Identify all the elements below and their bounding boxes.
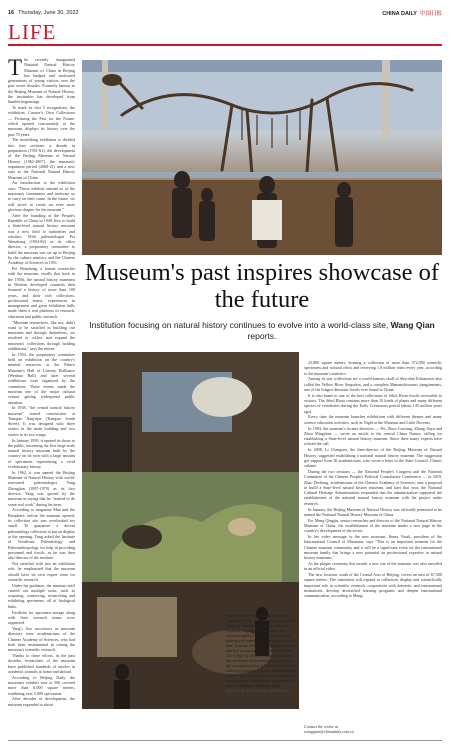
paragraph: Thanks to these efforts, in the past decades, researchers of the museum have published hundreds of articles in academic journals at home and abroad.	[8, 652, 75, 674]
paragraph: Pei Wenzhong, a former researcher with the museum, recalls that back in the 1950s, the natural history museums in Western developed countries then featured a history of more than 100 years, and their rich collections, professional teams, experiences in management and great exhibition halls made them a real platform of research, education and public outreach.	[8, 266, 75, 319]
author-name: Wang Qian	[390, 320, 435, 330]
standfirst-tail: reports.	[247, 330, 277, 341]
paragraph: The new location, south of the Central Axis of Beijing, covers an area of 67,500 square meters. The institution will expand to collection, display and scientifically important role in scientific research, cooperation with domestic and international institutions, develop diversified learning programs and deepen international communication, according to Meng.	[304, 572, 442, 599]
page-number: 16	[8, 10, 15, 16]
paragraph: Yang's five successors as museum directors were academicians of the Chinese Academy of Sciences, who had both been instrumental in raising the museum's scientific research.	[8, 625, 75, 653]
paragraph: After decades of development, the museum expanded to about	[8, 696, 75, 707]
paragraph: An introduction to the exhibition says: "Those exhibits remind us of the museum's forerunners and motivate us to carry on their cause. In the future, we will strive to create an even more glorious chapter for the museum."	[8, 180, 75, 212]
contact-email[interactable]: wangqian@chinadaily.com.cn	[304, 729, 354, 735]
paragraph: 23,800 square meters, housing a collection of more than 372,000 scientific specimens and cultural relics and receiving 1.8 million visits every year, according to the museum's statistics.	[304, 360, 442, 376]
paragraph: In her video message to the new museum, Ibarra Vaszk, president of the International Council of Museums, says "This is an important moment for the Chinese museum community and it will be a significant event for the international museum family that brings a new potential on professional expertise in natural history museums."	[304, 534, 442, 561]
paragraph: Among its star collections are a world-famous skull of Shyrobia Erlianensis also called the Yellow River Stegodon, and a complete Mamenchisaurus jiangjunensis, one of the longest dinosaur fossils ever found in China.	[304, 376, 442, 392]
paragraph: According to Beijing Daily, the museum's exhibits rose to 560 covered more than 6,000 square meters, exhibiting over 5,000 specimens.	[8, 674, 75, 696]
paper-name-cn: 中国日报	[419, 11, 442, 17]
paragraph: Not satisfied with just an exhibition role, he emphasized that the museum should have its own expert team for scientific research.	[8, 560, 75, 582]
section-rule	[8, 44, 442, 46]
caption-right-label: Bottom right:	[272, 668, 298, 673]
photo-caption	[226, 613, 298, 694]
caption-bottom-label: Bottom left:	[255, 628, 278, 633]
contact-info	[304, 724, 442, 734]
paragraph: It is also home to one of the best collections of Jehol Biota fossils accessible to visitors. The Jehol Biota contains more than 10 kinds of plants and many different species of vertebrates during the Early Cretaceous period (about 145 million years ago).	[304, 392, 442, 414]
masthead	[382, 9, 442, 17]
caption-bottom-text: The museum gives a glimpse into the rich diversity of mammals, from polar bears to rats. Dozens of the new dinosaurs come into the rooms to the Dinosaur Park for The Origin of Human Beings exhibition, the evolution of humans is explained. A girl is engrossed by a fossil discovered in Liaoning province in 1940.	[226, 628, 298, 673]
section-title: LIFE	[8, 20, 57, 44]
photo-dinosaur-hall	[82, 60, 442, 255]
drop-cap: T	[8, 57, 23, 80]
paragraph: In 2008, Li Chengsen, the then-director of the Beijing Museum of Natural History, suggested establishing a national natural history museum. The suggestion got support from 30 academicians, who wrote a letter to the State Council, China's cabinet.	[304, 447, 442, 469]
page-header	[8, 7, 442, 19]
paragraph: In January 1959, it opened its doors to the public, becoming the first large-scale natural history museum built by the country on its own with a large amount of specimens representing a vivid evolutionary history.	[8, 437, 75, 470]
paper-name: CHINA DAILY	[382, 11, 417, 17]
paragraph: "Museum researchers, like me, didn't want to be satisfied in building our museums and through themselves, we resolved to collect and expand the museum's collections through holding exhibitions," says the retiree.	[8, 319, 75, 352]
paragraph: To mark its first 5 recognitions, the exhibition, Curator's Own Collections — Picturing the Past for the Future, which opened concurrently at the museum, displays its history over the past 70 years.	[8, 105, 75, 137]
article-column-1	[8, 57, 75, 737]
paragraph: According to magazine Man and the Biosphere, before the museum opened, its collection site was overlooked too small. To guarantee a decent paleontology collection to put on display at the opening, Yang asked the Institute of Vertebrate Paleontology and Paleoanthropology for help in providing personnel and fossils, as he was then also director of the institute.	[8, 507, 75, 561]
paragraph: In 1954, the preparatory committee held an exhibition on the country's mineral resources at the Palace Museum's Hall of Literary Brilliance (Wenhua Hall) and later several exhibitions were organized by the committee. These events made the museum one of the major cultural venues getting widespread public attention.	[8, 351, 75, 405]
paragraph: The monthlong exhibition is divided into four sections: a decade in preparation (1951-61), the development of the Beijing Museum of Natural History (1962-2007), the museum's expansion period (2008-21) and a new start as the National Natural History Museum of China.	[8, 137, 75, 180]
paragraph: In 1994, the museum's former directors — Pei, Zhou Guoxing, Zhang Jiayu and Zhou Mingzhen — wrote an article to the central China Nature, calling for establishing a State-level natural history museum. Since then, many experts have echoed the call.	[304, 425, 442, 447]
dinosaur-hall-illustration	[82, 60, 442, 255]
paragraph: In January, the Beijing Museum of Natural History was officially permitted to be named the National Natural History Museum of China.	[304, 506, 442, 517]
caption-top-label: Top:	[226, 613, 235, 618]
paragraph: Facilities for specimen storage along with their research teams were organized.	[8, 609, 75, 626]
contact-label: Contact the writer at	[304, 724, 339, 729]
paragraph: In 1962, it was named the Beijing Museum of Natural History with world-renowned paleontologist Yang Zhongjian (1897-1979) as its first director. Yang was quoted by the museum as saying that he "wanted to do some real work" during his term.	[8, 469, 75, 507]
paragraph: For Meng Qingjin, senior researcher and director of the National Natural History Museum of China, the establishment of the museum marks a new page in the country's development of the sector.	[304, 517, 442, 534]
article-column-3	[304, 360, 442, 735]
paragraph: Under his guidance, the museum staff carried out multiple tasks, such as acquiring, conserving, researching and exhibiting specimens, all of biological links.	[8, 582, 75, 609]
paragraph: After the founding of the People's Republic of China in 1949, how to build a State-level natural history museum was a new field to authorities and scholars. With paleontologist Pei Wenzhong (1904-82) as its office director, a preparatory committee to build the museum was set up in Beijing by the culture ministry and the Chinese Academy of Sciences in 1951.	[8, 212, 75, 266]
paragraph: Every time the museum launches exhibitions with different themes and many science education activities, such as Night at the Museum and Little Docents.	[304, 414, 442, 425]
issue-date: Thursday, June 30, 2022	[18, 10, 79, 16]
headline: Museum's past inspires showcase of the future	[84, 259, 440, 313]
caption-top-text: A teacher explains to people the evolution of the ancient ecosystem at the National Natural History Museum of China in Beijing.	[226, 613, 297, 633]
caption-right-text: Visitors tour a dinosaur fossil exhibition at the museum. Children are amazed by a cast of fossilized dinosaur eggs.	[226, 673, 298, 688]
bottom-rule	[8, 740, 442, 741]
paragraph: During the two sessions — the National People's Congress and the National Committee of the Chinese People's Political Consultative Conference — in 2019, Zhao Decheng, academicians of the Chinese Academy of Sciences, sent a proposal to build a State-level natural history museum, and later that year, the National Cultural Heritage Administration responded that the administration supported the establishment of the national natural history museum with the project under research.	[304, 468, 442, 506]
paragraph: As the plaque ceremony this month, a new site of the museum was also unveiled in an official video.	[304, 560, 442, 572]
standfirst-text: Institution focusing on natural history continues to evolve into a world-class site,	[89, 320, 391, 330]
paragraph: In 1958, "the central natural history museum" started construction at Tianqiao Nanjiajie (Tianqiao South Street). It was designed with three stories in the main building and two stories in its two wings.	[8, 405, 75, 437]
paragraph: he recently inaugurated National Natural History Museum of China in Beijing has budged and motivated generations of young visitors over the past seven decades. Formerly known as the Beijing Museum of Natural History, the institution has developed from humble beginnings.	[8, 57, 75, 105]
photo-credit: PHOTOS BY ZHU XINGXIN / CHINA DAILY	[226, 689, 291, 693]
standfirst	[82, 320, 442, 341]
